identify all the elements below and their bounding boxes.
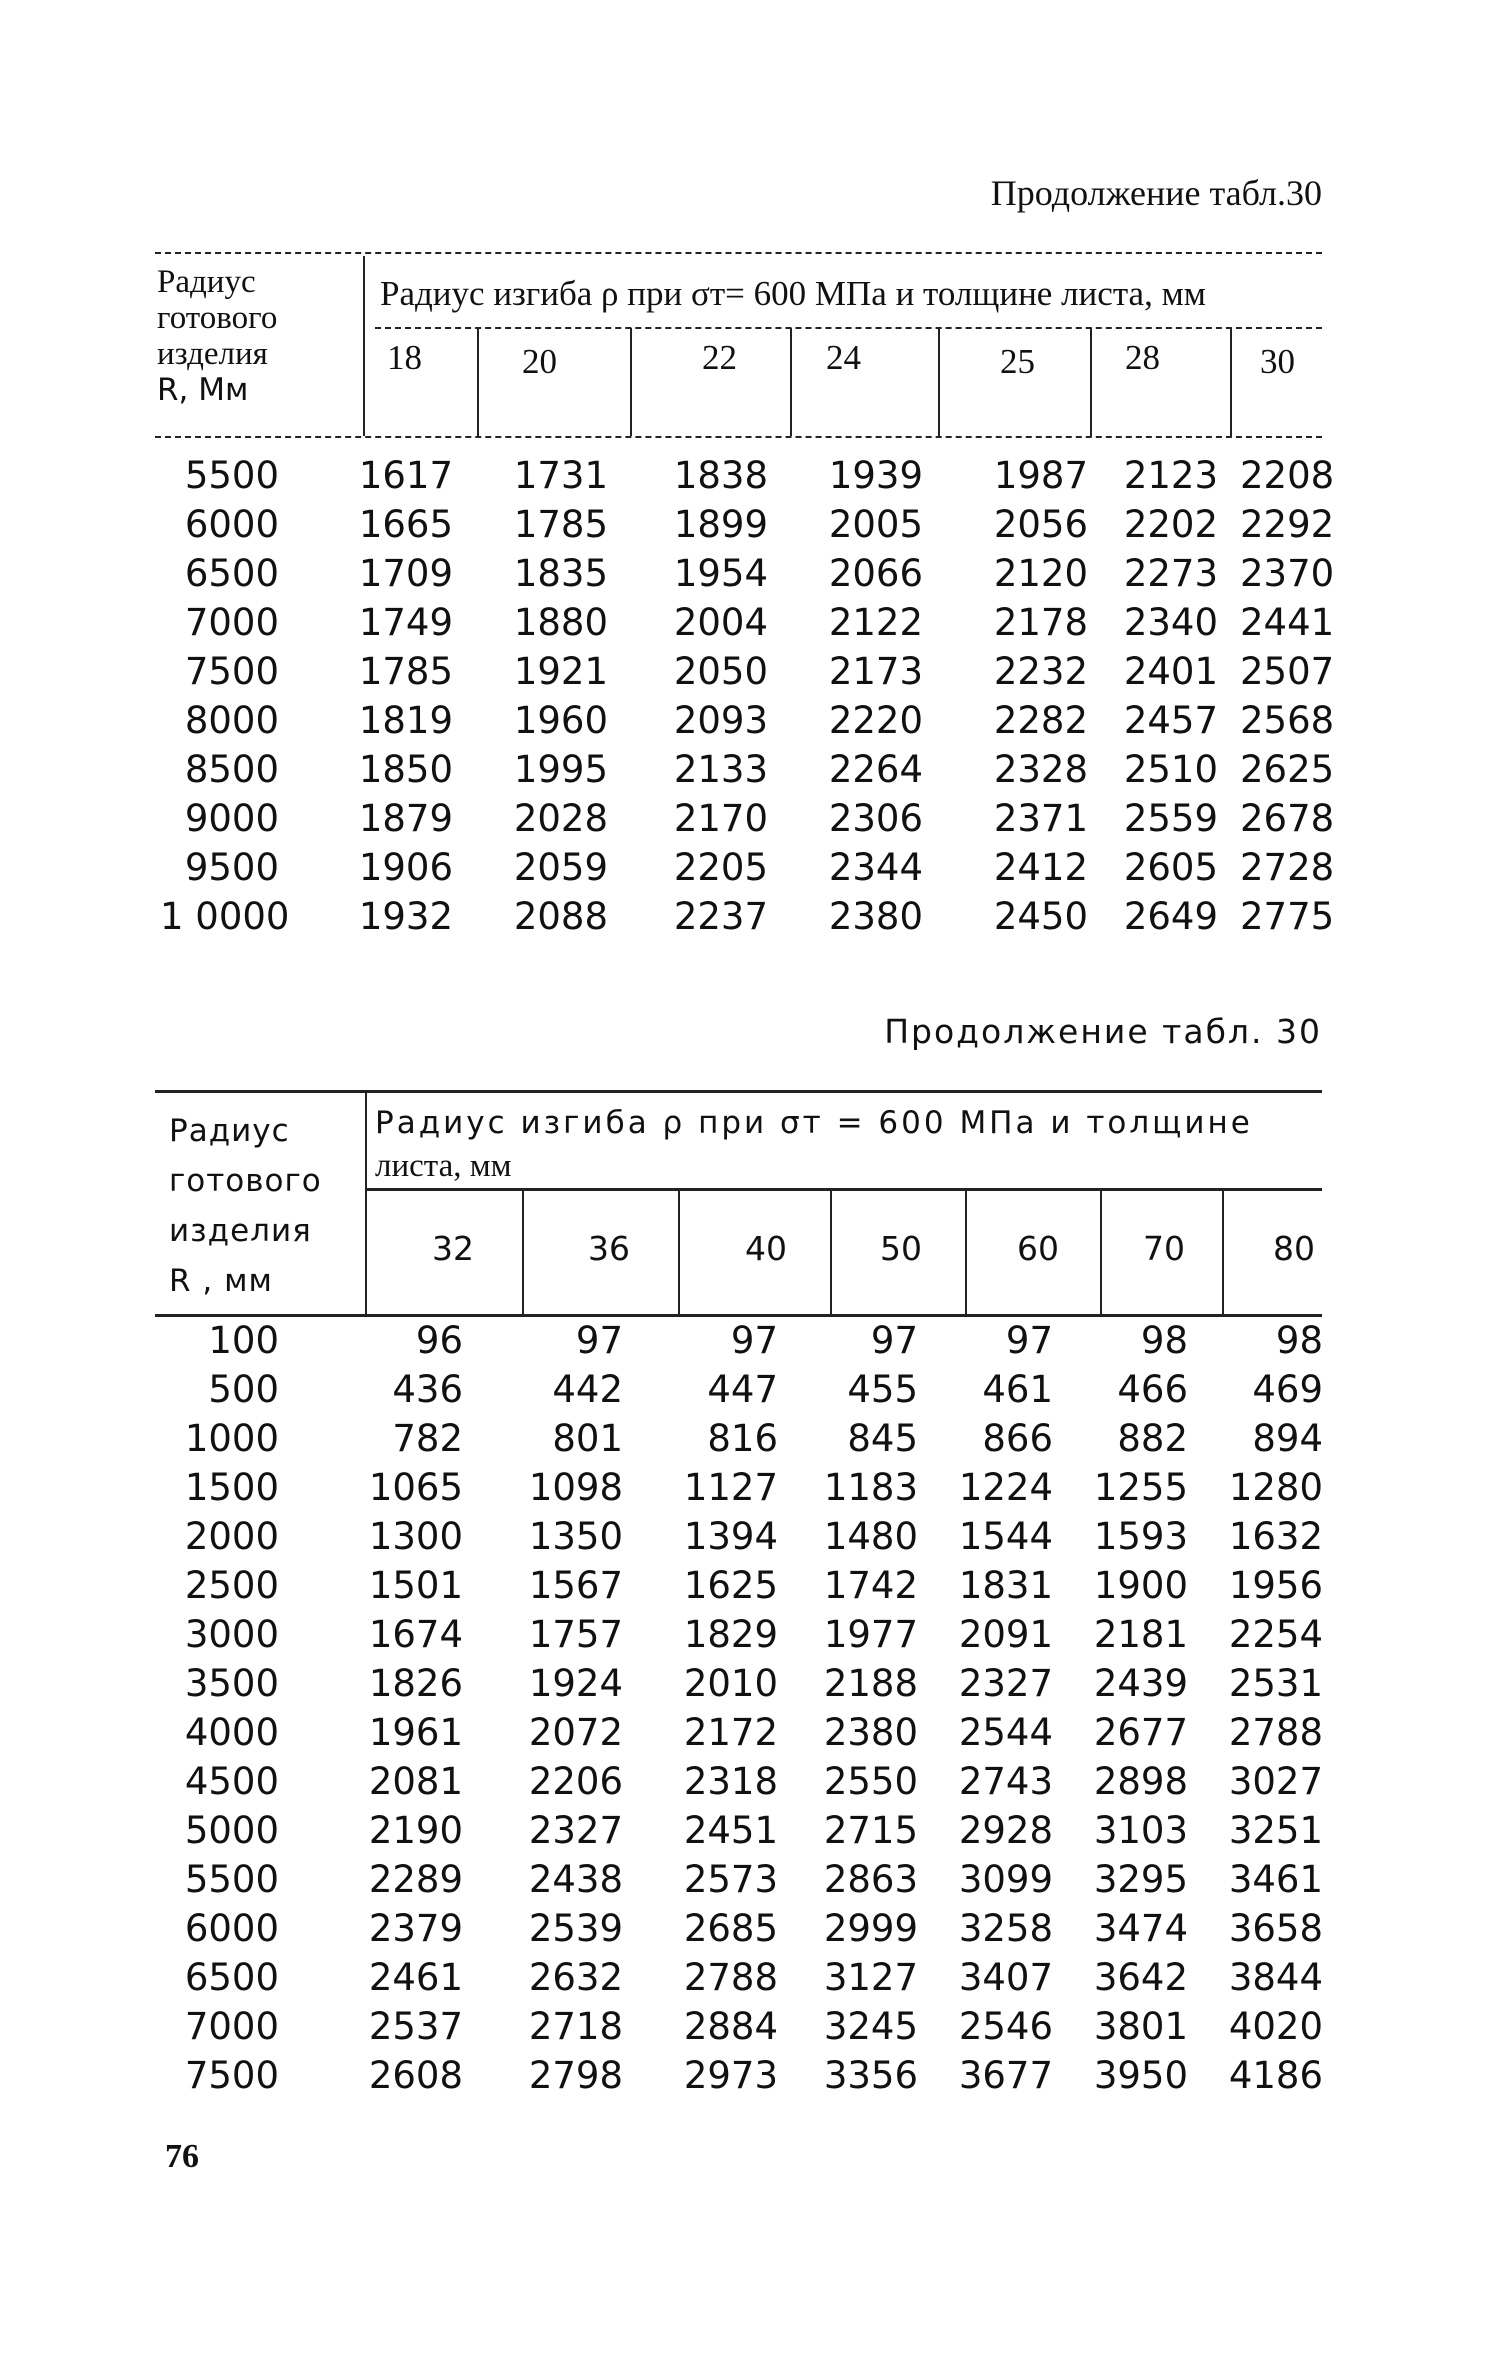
table1-bend-radius-cell: 2401 [1123, 650, 1218, 693]
table2-bend-radius-cell: 2928 [958, 1809, 1053, 1852]
table2-bend-radius-cell: 2999 [823, 1907, 918, 1950]
table2-top-rule [155, 1090, 1322, 1093]
table1-bend-radius-cell: 2066 [828, 552, 923, 595]
table1-bend-radius-cell: 2371 [993, 797, 1088, 840]
table2-row [160, 1806, 1345, 1855]
table1-product-radius-cell: 6500 [184, 552, 279, 595]
table1-bend-radius-cell: 2306 [828, 797, 923, 840]
table2-bend-radius-cell: 3251 [1228, 1809, 1323, 1852]
table1-caption: Продолжение табл.30 [990, 173, 1322, 213]
table2-bend-radius-cell: 2632 [528, 1956, 623, 1999]
table1-product-radius-cell: 5500 [184, 454, 279, 497]
table1-bend-radius-cell: 2457 [1123, 699, 1218, 742]
table1-col-header: 22 [702, 338, 737, 377]
table1-row [160, 745, 1345, 794]
table2-product-radius-cell: 7000 [184, 2005, 279, 2048]
table2-header [155, 1090, 1322, 1320]
table1-col-header: 20 [522, 342, 557, 381]
table1-bend-radius-cell: 2775 [1240, 895, 1335, 938]
table2-bend-radius-cell: 2537 [368, 2005, 463, 2048]
table2-bend-radius-cell: 2289 [368, 1858, 463, 1901]
table2-col-divider [678, 1190, 680, 1314]
table2-bend-radius-cell: 2318 [683, 1760, 778, 1803]
table2-product-radius-cell: 5500 [184, 1858, 279, 1901]
table2-product-radius-cell: 2000 [184, 1515, 279, 1558]
table2-bend-radius-cell: 2190 [368, 1809, 463, 1852]
table2-bend-radius-cell: 2254 [1228, 1613, 1323, 1656]
table2-bend-radius-cell: 3295 [1093, 1858, 1188, 1901]
table1-bend-radius-cell: 2370 [1240, 552, 1335, 595]
table2-bend-radius-cell: 1593 [1093, 1515, 1188, 1558]
table2-bend-radius-cell: 2550 [823, 1760, 918, 1803]
table1-bend-radius-cell: 2568 [1240, 699, 1335, 742]
table1-bend-radius-cell: 1899 [673, 503, 768, 546]
table2-product-radius-cell: 4500 [184, 1760, 279, 1803]
table1-product-radius-cell: 8000 [184, 699, 279, 742]
table2-bend-radius-cell: 1300 [368, 1515, 463, 1558]
table1-bend-radius-cell: 2678 [1240, 797, 1335, 840]
table2-bend-radius-cell: 2451 [683, 1809, 778, 1852]
table1-product-radius-cell: 9000 [184, 797, 279, 840]
table1-bend-radius-cell: 2059 [513, 846, 608, 889]
table2-bend-radius-cell: 2546 [958, 2005, 1053, 2048]
table1-bend-radius-cell: 1879 [358, 797, 453, 840]
table1-bend-radius-cell: 1785 [358, 650, 453, 693]
table1-group-header: Радиус изгиба ρ при σт= 600 МПа и толщине листа, мм [380, 274, 1206, 313]
table2-bend-radius-cell: 1826 [368, 1662, 463, 1705]
table2-bend-radius-cell: 2715 [823, 1809, 918, 1852]
table1-product-radius-cell: 1 0000 [160, 895, 290, 938]
table2-bend-radius-cell: 3407 [958, 1956, 1053, 1999]
table2-bend-radius-cell: 2798 [528, 2054, 623, 2097]
table1-col-divider [630, 328, 632, 436]
table2-row [160, 1708, 1345, 1757]
table2-col-header: 50 [880, 1229, 922, 1268]
table2-bend-radius-cell: 3127 [823, 1956, 918, 1999]
table1-body [160, 451, 1345, 941]
table1-col-header: 24 [826, 338, 861, 377]
table2-bend-radius-cell: 2181 [1093, 1613, 1188, 1656]
table2-bend-radius-cell: 2327 [958, 1662, 1053, 1705]
table2-product-radius-cell: 6500 [184, 1956, 279, 1999]
table1-bend-radius-cell: 2510 [1123, 748, 1218, 791]
table1-bend-radius-cell: 2120 [993, 552, 1088, 595]
table2-col-divider [522, 1190, 524, 1314]
table2-bend-radius-cell: 3099 [958, 1858, 1053, 1901]
table1-bend-radius-cell: 2282 [993, 699, 1088, 742]
table1-product-radius-cell: 6000 [184, 503, 279, 546]
table1-bend-radius-cell: 2450 [993, 895, 1088, 938]
table1-bend-radius-cell: 2208 [1240, 454, 1335, 497]
table2-row [160, 1414, 1345, 1463]
table1-bend-radius-cell: 2728 [1240, 846, 1335, 889]
table2-bend-radius-cell: 1977 [823, 1613, 918, 1656]
table1-bend-radius-cell: 2028 [513, 797, 608, 840]
table2-bend-radius-cell: 2379 [368, 1907, 463, 1950]
table2-row [160, 1463, 1345, 1512]
table2-subheader-rule [365, 1188, 1322, 1191]
table1-col-divider [1230, 328, 1232, 436]
table2-bend-radius-cell: 1674 [368, 1613, 463, 1656]
table1-bend-radius-cell: 1954 [673, 552, 768, 595]
table2-bend-radius-cell: 1544 [958, 1515, 1053, 1558]
table1-stub-divider [363, 256, 365, 436]
table2-bend-radius-cell: 98 [1140, 1319, 1188, 1362]
table2-bend-radius-cell: 1900 [1093, 1564, 1188, 1607]
table1-bend-radius-cell: 1819 [358, 699, 453, 742]
table1-bend-radius-cell: 2625 [1240, 748, 1335, 791]
table1-col-divider [1090, 328, 1092, 436]
table2-stub-divider [365, 1092, 367, 1314]
table2-bend-radius-cell: 1961 [368, 1711, 463, 1754]
table1-bend-radius-cell: 2205 [673, 846, 768, 889]
table2-row [160, 1561, 1345, 1610]
table1-col-divider [938, 328, 940, 436]
table2-col-header: 70 [1143, 1229, 1185, 1268]
table1-product-radius-cell: 7500 [184, 650, 279, 693]
table2-bend-radius-cell: 3801 [1093, 2005, 1188, 2048]
table2-bend-radius-cell: 1632 [1228, 1515, 1323, 1558]
table2-group-header: Радиус изгиба ρ при σт = 600 МПа и толщине [375, 1105, 1253, 1141]
table2-bend-radius-cell: 1255 [1093, 1466, 1188, 1509]
table2-bend-radius-cell: 2188 [823, 1662, 918, 1705]
table1-bend-radius-cell: 2237 [673, 895, 768, 938]
table2-bend-radius-cell: 455 [847, 1368, 918, 1411]
table1-row [160, 500, 1345, 549]
table2-product-radius-cell: 100 [208, 1319, 279, 1362]
table1-bend-radius-cell: 2056 [993, 503, 1088, 546]
table2-bend-radius-cell: 2973 [683, 2054, 778, 2097]
table1-bend-radius-cell: 1838 [673, 454, 768, 497]
table1-row [160, 451, 1345, 500]
table2-bend-radius-cell: 3677 [958, 2054, 1053, 2097]
table1-col-header: 30 [1260, 342, 1295, 381]
table2-col-divider [830, 1190, 832, 1314]
table1-bend-radius-cell: 1617 [358, 454, 453, 497]
table2-bend-radius-cell: 1480 [823, 1515, 918, 1558]
table2-bend-radius-cell: 2608 [368, 2054, 463, 2097]
table2-bend-radius-cell: 816 [707, 1417, 778, 1460]
table2-row-header: Радиус готового изделия R , мм [169, 1113, 322, 1299]
table1-bend-radius-cell: 2380 [828, 895, 923, 938]
table2-bend-radius-cell: 1742 [823, 1564, 918, 1607]
table2-bend-radius-cell: 845 [847, 1417, 918, 1460]
table2-product-radius-cell: 1000 [184, 1417, 279, 1460]
table2-bend-radius-cell: 2206 [528, 1760, 623, 1803]
table2-row [160, 1659, 1345, 1708]
table1-bend-radius-cell: 2649 [1123, 895, 1218, 938]
table2-bend-radius-cell: 1098 [528, 1466, 623, 1509]
table2-bend-radius-cell: 2884 [683, 2005, 778, 2048]
table1-bend-radius-cell: 1880 [513, 601, 608, 644]
table2-bend-radius-cell: 97 [870, 1319, 918, 1362]
table2-bend-radius-cell: 882 [1117, 1417, 1188, 1460]
table1-row [160, 647, 1345, 696]
table2-bend-radius-cell: 3950 [1093, 2054, 1188, 2097]
table2-bend-radius-cell: 1183 [823, 1466, 918, 1509]
table2-bend-radius-cell: 2677 [1093, 1711, 1188, 1754]
table1-row [160, 598, 1345, 647]
table2-product-radius-cell: 4000 [184, 1711, 279, 1754]
table1-bend-radius-cell: 2273 [1123, 552, 1218, 595]
page-number: 76 [165, 2138, 199, 2175]
table2-row [160, 1757, 1345, 1806]
table2-bend-radius-cell: 1280 [1228, 1466, 1323, 1509]
table2-product-radius-cell: 6000 [184, 1907, 279, 1950]
table2-bend-radius-cell: 1625 [683, 1564, 778, 1607]
table2-bend-radius-cell: 1956 [1228, 1564, 1323, 1607]
table1-bend-radius-cell: 2605 [1123, 846, 1218, 889]
table2-bend-radius-cell: 2544 [958, 1711, 1053, 1754]
table2-row [160, 2051, 1345, 2100]
table1-bend-radius-cell: 1709 [358, 552, 453, 595]
table1-row [160, 892, 1345, 941]
table2-bend-radius-cell: 3461 [1228, 1858, 1323, 1901]
table1-bend-radius-cell: 2005 [828, 503, 923, 546]
table1-bend-radius-cell: 2328 [993, 748, 1088, 791]
table1-bend-radius-cell: 2004 [673, 601, 768, 644]
table2-bend-radius-cell: 2091 [958, 1613, 1053, 1656]
table2-bend-radius-cell: 2898 [1093, 1760, 1188, 1803]
table1-bend-radius-cell: 2441 [1240, 601, 1335, 644]
table1-bend-radius-cell: 2344 [828, 846, 923, 889]
table2-bend-radius-cell: 98 [1275, 1319, 1323, 1362]
table2-bend-radius-cell: 1394 [683, 1515, 778, 1558]
table1-col-divider [790, 328, 792, 436]
table2-bend-radius-cell: 2863 [823, 1858, 918, 1901]
table2-col-header: 40 [745, 1229, 787, 1268]
table1-bend-radius-cell: 1749 [358, 601, 453, 644]
table1-product-radius-cell: 7000 [184, 601, 279, 644]
table1-bend-radius-cell: 2292 [1240, 503, 1335, 546]
table2-bend-radius-cell: 2439 [1093, 1662, 1188, 1705]
table2-bend-radius-cell: 1350 [528, 1515, 623, 1558]
table2-product-radius-cell: 5000 [184, 1809, 279, 1852]
table2-bend-radius-cell: 3103 [1093, 1809, 1188, 1852]
table1-bend-radius-cell: 2123 [1123, 454, 1218, 497]
table2-bend-radius-cell: 3658 [1228, 1907, 1323, 1950]
table2-row [160, 2002, 1345, 2051]
table2-bend-radius-cell: 436 [392, 1368, 463, 1411]
table1-bend-radius-cell: 2220 [828, 699, 923, 742]
table2-bend-radius-cell: 461 [982, 1368, 1053, 1411]
table2-col-header: 80 [1273, 1229, 1315, 1268]
table1-col-header: 28 [1125, 338, 1160, 377]
table2-col-header: 36 [588, 1229, 630, 1268]
table1-bend-radius-cell: 1785 [513, 503, 608, 546]
table2-product-radius-cell: 2500 [184, 1564, 279, 1607]
table2-bend-radius-cell: 894 [1252, 1417, 1323, 1460]
table2-bend-radius-cell: 1567 [528, 1564, 623, 1607]
table2-bend-radius-cell: 866 [982, 1417, 1053, 1460]
table2-bend-radius-cell: 3844 [1228, 1956, 1323, 1999]
table1-subheader-rule [375, 327, 1322, 329]
table2-bend-radius-cell: 4020 [1228, 2005, 1323, 2048]
table1-bend-radius-cell: 2507 [1240, 650, 1335, 693]
table1-bend-radius-cell: 2412 [993, 846, 1088, 889]
table2-bend-radius-cell: 2081 [368, 1760, 463, 1803]
table2-bend-radius-cell: 782 [392, 1417, 463, 1460]
table1-bend-radius-cell: 2133 [673, 748, 768, 791]
table2-col-divider [1222, 1190, 1224, 1314]
table1-row-header: Радиус готового изделия R, Мм [157, 264, 278, 408]
table2-bend-radius-cell: 1501 [368, 1564, 463, 1607]
table2-bend-radius-cell: 447 [707, 1368, 778, 1411]
table2-row [160, 1855, 1345, 1904]
table2-bend-radius-cell: 1127 [683, 1466, 778, 1509]
table2-bend-radius-cell: 4186 [1228, 2054, 1323, 2097]
table1-bend-radius-cell: 1921 [513, 650, 608, 693]
table2-bend-radius-cell: 1924 [528, 1662, 623, 1705]
table2-bend-radius-cell: 1065 [368, 1466, 463, 1509]
table2-bend-radius-cell: 2685 [683, 1907, 778, 1950]
table2-bend-radius-cell: 97 [730, 1319, 778, 1362]
table1-bend-radius-cell: 1835 [513, 552, 608, 595]
table1-bend-radius-cell: 2050 [673, 650, 768, 693]
table1-bend-radius-cell: 1939 [828, 454, 923, 497]
table1-bend-radius-cell: 2178 [993, 601, 1088, 644]
table2-bend-radius-cell: 469 [1252, 1368, 1323, 1411]
table2-col-header: 32 [432, 1229, 474, 1268]
table2-bend-radius-cell: 1831 [958, 1564, 1053, 1607]
table2-bend-radius-cell: 801 [552, 1417, 623, 1460]
table2-bend-radius-cell: 3474 [1093, 1907, 1188, 1950]
table2-caption: Продолжение табл. 30 [884, 1012, 1322, 1051]
table2-product-radius-cell: 7500 [184, 2054, 279, 2097]
table1-bend-radius-cell: 2232 [993, 650, 1088, 693]
table1-bend-radius-cell: 2202 [1123, 503, 1218, 546]
table2-bend-radius-cell: 2172 [683, 1711, 778, 1754]
table2-bend-radius-cell: 2718 [528, 2005, 623, 2048]
table2-bend-radius-cell: 2788 [1228, 1711, 1323, 1754]
table1-row [160, 696, 1345, 745]
table1-bend-radius-cell: 1995 [513, 748, 608, 791]
table1-bend-radius-cell: 2559 [1123, 797, 1218, 840]
table2-bend-radius-cell: 442 [552, 1368, 623, 1411]
table2-bend-radius-cell: 97 [1005, 1319, 1053, 1362]
table2-product-radius-cell: 1500 [184, 1466, 279, 1509]
table2-row [160, 1365, 1345, 1414]
table2-row [160, 1904, 1345, 1953]
table2-bend-radius-cell: 1757 [528, 1613, 623, 1656]
table1-col-divider [477, 328, 479, 436]
table1-product-radius-cell: 9500 [184, 846, 279, 889]
table2-bend-radius-cell: 2461 [368, 1956, 463, 1999]
table1-bend-radius-cell: 2088 [513, 895, 608, 938]
table2-product-radius-cell: 500 [208, 1368, 279, 1411]
table1-header-bottom-rule [155, 436, 1322, 438]
table2-bend-radius-cell: 2573 [683, 1858, 778, 1901]
table1-bend-radius-cell: 1906 [358, 846, 453, 889]
table1-col-header: 25 [1000, 342, 1035, 381]
table2-product-radius-cell: 3000 [184, 1613, 279, 1656]
table1-bend-radius-cell: 2340 [1123, 601, 1218, 644]
table2-body [160, 1316, 1345, 2100]
table2-bend-radius-cell: 3027 [1228, 1760, 1323, 1803]
table1-header [155, 252, 1322, 442]
table2-bend-radius-cell: 466 [1117, 1368, 1188, 1411]
table2-bend-radius-cell: 2539 [528, 1907, 623, 1950]
table1-bend-radius-cell: 2122 [828, 601, 923, 644]
table1-bend-radius-cell: 2264 [828, 748, 923, 791]
table2-bend-radius-cell: 3245 [823, 2005, 918, 2048]
table2-bend-radius-cell: 2010 [683, 1662, 778, 1705]
table1-product-radius-cell: 8500 [184, 748, 279, 791]
table2-row [160, 1512, 1345, 1561]
table2-bend-radius-cell: 2072 [528, 1711, 623, 1754]
table2-row [160, 1316, 1345, 1365]
table2-bend-radius-cell: 2531 [1228, 1662, 1323, 1705]
table2-bend-radius-cell: 2327 [528, 1809, 623, 1852]
table1-row [160, 794, 1345, 843]
table1-bend-radius-cell: 1987 [993, 454, 1088, 497]
table2-row [160, 1953, 1345, 2002]
table2-bend-radius-cell: 2788 [683, 1956, 778, 1999]
table1-bend-radius-cell: 2170 [673, 797, 768, 840]
table2-bend-radius-cell: 1224 [958, 1466, 1053, 1509]
table2-bend-radius-cell: 96 [415, 1319, 463, 1362]
table1-bend-radius-cell: 1960 [513, 699, 608, 742]
table2-bend-radius-cell: 2380 [823, 1711, 918, 1754]
table1-bend-radius-cell: 2173 [828, 650, 923, 693]
table2-col-divider [1100, 1190, 1102, 1314]
table1-bend-radius-cell: 1731 [513, 454, 608, 497]
table1-row [160, 549, 1345, 598]
table1-bend-radius-cell: 1665 [358, 503, 453, 546]
table2-bend-radius-cell: 2743 [958, 1760, 1053, 1803]
table1-row [160, 843, 1345, 892]
table2-col-header: 60 [1017, 1229, 1059, 1268]
table2-col-divider [965, 1190, 967, 1314]
table2-bend-radius-cell: 2438 [528, 1858, 623, 1901]
table1-col-header: 18 [387, 338, 422, 377]
table1-top-rule [155, 252, 1322, 254]
table2-bend-radius-cell: 97 [575, 1319, 623, 1362]
table1-bend-radius-cell: 1932 [358, 895, 453, 938]
table1-bend-radius-cell: 2093 [673, 699, 768, 742]
table2-bend-radius-cell: 1829 [683, 1613, 778, 1656]
table2-row [160, 1610, 1345, 1659]
table2-group-header-line2: листа, мм [375, 1148, 512, 1184]
table2-product-radius-cell: 3500 [184, 1662, 279, 1705]
table2-bend-radius-cell: 3356 [823, 2054, 918, 2097]
table2-bend-radius-cell: 3258 [958, 1907, 1053, 1950]
table2-bend-radius-cell: 3642 [1093, 1956, 1188, 1999]
table1-bend-radius-cell: 1850 [358, 748, 453, 791]
